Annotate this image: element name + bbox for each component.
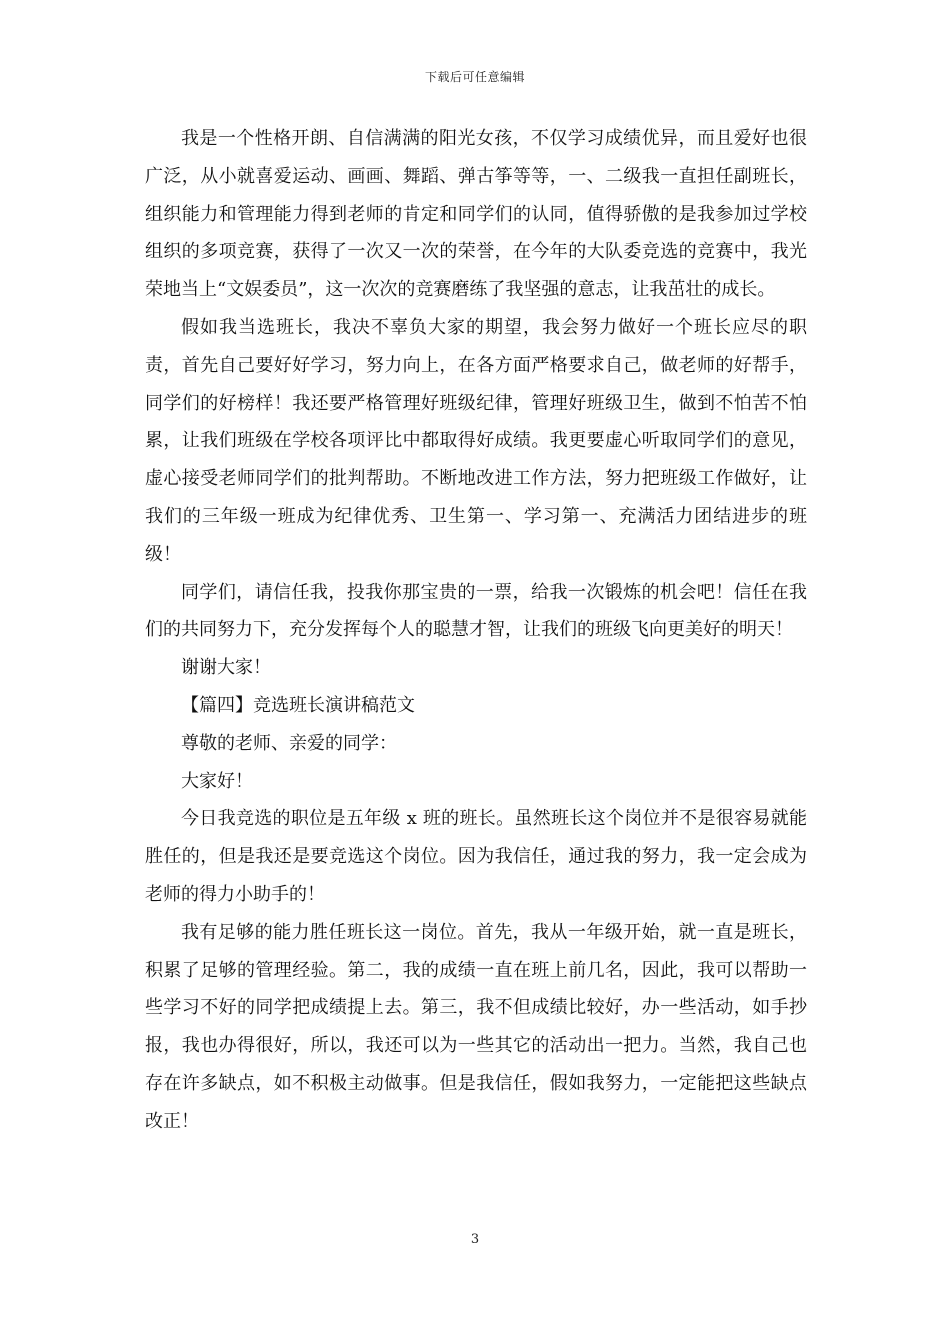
paragraph-position: 今日我竞选的职位是五年级 x 班的班长。虽然班长这个岗位并不是很容易就能胜任的，但是我还是要竞选这个岗位。因为我信任，通过我的努力，我一定会成为老师的得力小助手的！ <box>145 808 807 905</box>
page-header: 下载后可任意编辑 <box>424 70 525 84</box>
paragraph-promise: 假如我当选班长，我决不辜负大家的期望，我会努力做好一个班长应尽的职责，首先自己要好好学习，努力向上，在各方面严格要求自己，做老师的好帮手，同学们的好榜样！我还要严格管理好班级纪律，管理好班级卫生，做到不怕苦不怕累，让我们班级在学校各项评比中都取得好成绩。我更要虚心听取同学们的意见，虚心接受老师同学们的批判帮助。不断地改进工作方法，努力把班级工作做好，让我们的三年级一班成为纪律优秀、卫生第一、学习第一、充满活力团结进步的班级！ <box>145 316 807 565</box>
paragraph-salutation: 尊敬的老师、亲爱的同学： <box>181 732 397 754</box>
section-title: 【篇四】竞选班长演讲稿范文 <box>181 694 415 716</box>
paragraph-greeting: 大家好！ <box>181 770 253 792</box>
paragraph-ability: 我有足够的能力胜任班长这一岗位。首先，我从一年级开始，就一直是班长，积累了足够的管理经验。第二，我的成绩一直在班上前几名，因此，我可以帮助一些学习不好的同学把成绩提上去。第三，我不但成绩比较好，办一些活动，如手抄报，我也办得很好，所以，我还可以为一些其它的活动出一把力。当然，我自己也存在许多缺点，如不积极主动做事。但是我信任，假如我努力，一定能把这些缺点改正！ <box>145 921 807 1132</box>
document-body <box>145 120 807 1141</box>
paragraph-thanks: 谢谢大家！ <box>181 657 271 679</box>
page-number: 3 <box>470 1232 480 1247</box>
paragraph-intro: 我是一个性格开朗、自信满满的阳光女孩，不仅学习成绩优异，而且爱好也很广泛，从小就喜爱运动、画画、舞蹈、弹古筝等等，一、二级我一直担任副班长，组织能力和管理能力得到老师的肯定和同学们的认同，值得骄傲的是我参加过学校组织的多项竞赛，获得了一次又一次的荣誉，在今年的大队委竞选的竞赛中，我光荣地当上“文娱委员”，这一次次的竞赛磨练了我坚强的意志，让我茁壮的成长。 <box>145 128 807 301</box>
paragraph-appeal: 同学们，请信任我，投我你那宝贵的一票，给我一次锻炼的机会吧！信任在我们的共同努力下，充分发挥每个人的聪慧才智，让我们的班级飞向更美好的明天！ <box>145 581 807 641</box>
